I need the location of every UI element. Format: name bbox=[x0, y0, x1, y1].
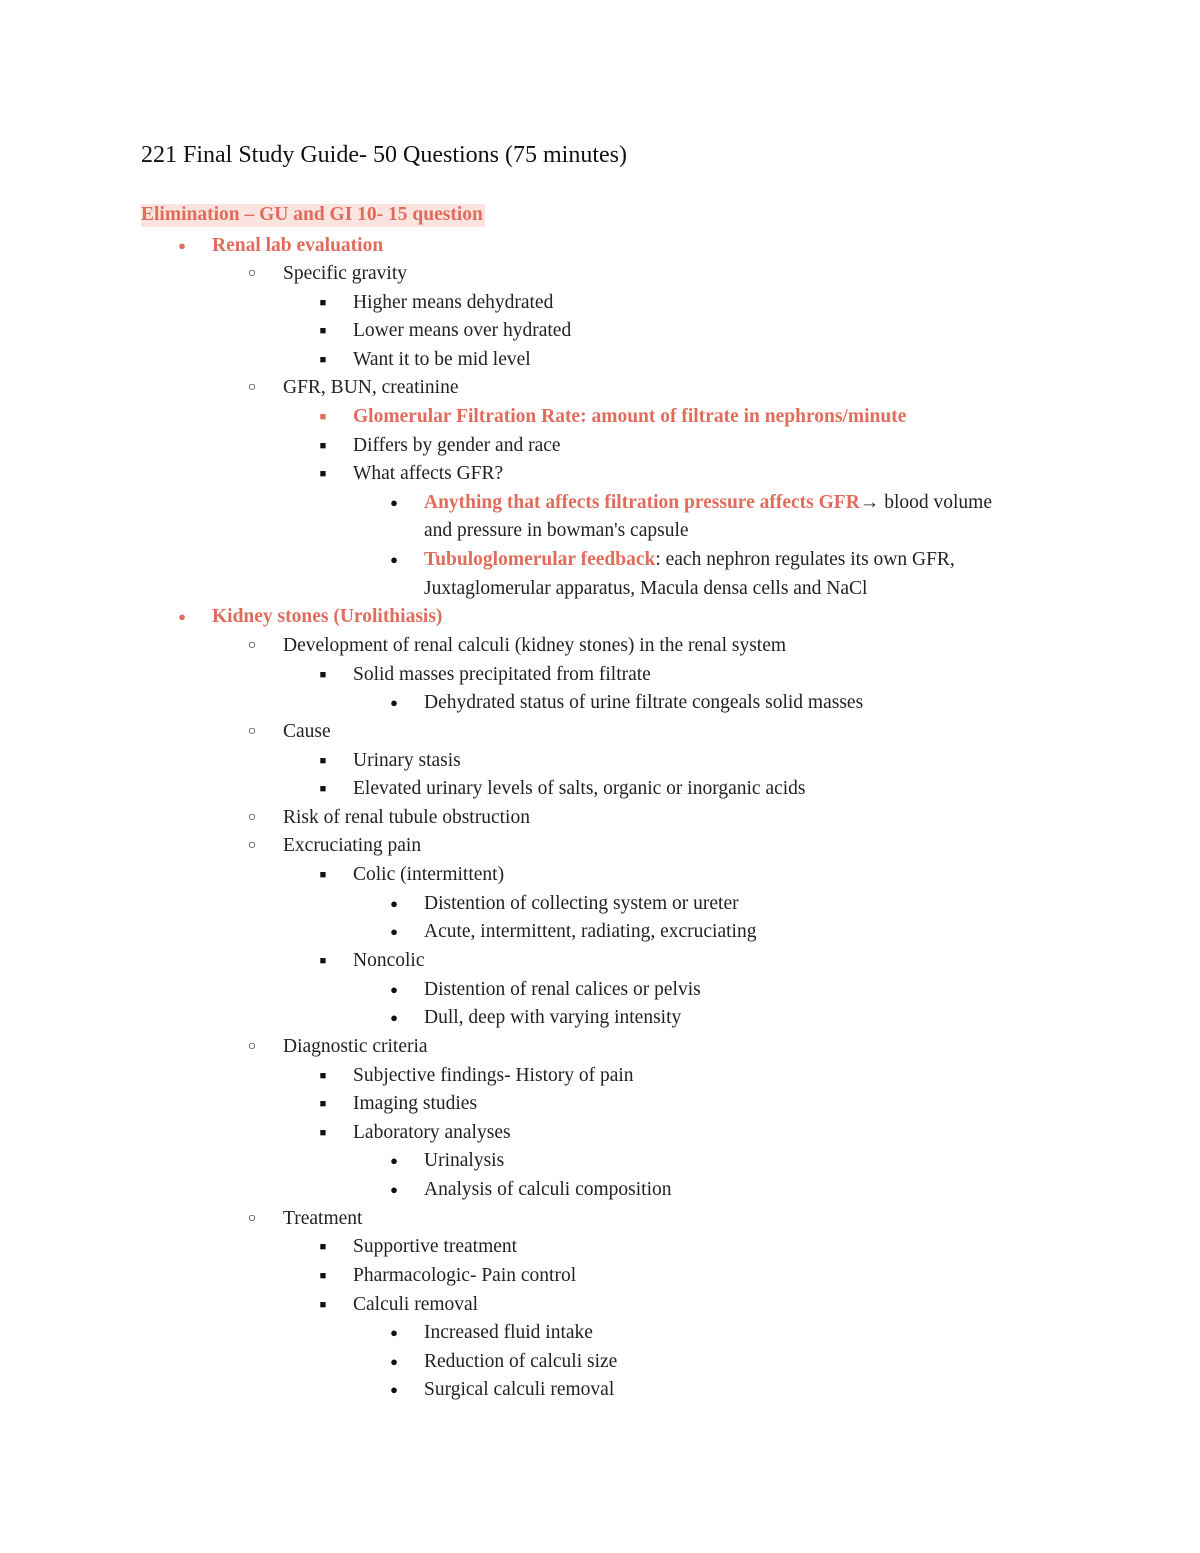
bullet-icon: ● bbox=[178, 609, 186, 624]
square-bullet-icon: ■ bbox=[319, 354, 327, 366]
list-item-level3: Lower means over hydrated bbox=[353, 320, 572, 341]
circle-bullet-icon: ○ bbox=[247, 380, 257, 395]
square-bullet-icon: ■ bbox=[319, 1127, 327, 1139]
list-item-level4 bbox=[424, 548, 955, 572]
list-item-level4 bbox=[424, 491, 992, 515]
list-item-level4: Acute, intermittent, radiating, excruciating bbox=[424, 921, 757, 942]
square-bullet-icon: ■ bbox=[319, 1098, 327, 1110]
list-item-level2: Cause bbox=[283, 721, 331, 742]
circle-bullet-icon: ○ bbox=[247, 266, 257, 281]
highlighted-term: Tubuloglomerular feedback bbox=[424, 549, 656, 570]
bullet-icon: ● bbox=[390, 1153, 398, 1168]
square-bullet-icon: ■ bbox=[319, 297, 327, 309]
list-item-level4: Dull, deep with varying intensity bbox=[424, 1007, 682, 1028]
square-bullet-icon: ■ bbox=[319, 755, 327, 767]
list-item-level1: Kidney stones (Urolithiasis) bbox=[212, 606, 443, 627]
list-item-level2: Diagnostic criteria bbox=[283, 1036, 428, 1057]
item-text: → blood volume bbox=[859, 492, 992, 513]
list-item-level3: Imaging studies bbox=[353, 1093, 478, 1114]
square-bullet-icon: ■ bbox=[319, 1270, 327, 1282]
bullet-icon: ● bbox=[390, 1382, 398, 1397]
list-item-level3: Subjective findings- History of pain bbox=[353, 1065, 634, 1086]
square-bullet-icon: ■ bbox=[319, 1299, 327, 1311]
list-item-level4: Distention of collecting system or ureter bbox=[424, 893, 739, 914]
highlighted-term: Anything that affects filtration pressure affects GFR bbox=[424, 492, 860, 513]
list-item-level3: Elevated urinary levels of salts, organic or inorganic acids bbox=[353, 778, 806, 799]
bullet-icon: ● bbox=[390, 896, 398, 911]
square-bullet-icon: ■ bbox=[319, 1070, 327, 1082]
list-item-level3: Urinary stasis bbox=[353, 750, 461, 771]
circle-bullet-icon: ○ bbox=[247, 1039, 257, 1054]
bullet-icon: ● bbox=[178, 238, 186, 253]
list-item-level4: Analysis of calculi composition bbox=[424, 1179, 672, 1200]
document-title: 221 Final Study Guide- 50 Questions (75 minutes) bbox=[141, 142, 627, 168]
list-item-level1: Renal lab evaluation bbox=[212, 235, 384, 256]
list-item-level2: Excruciating pain bbox=[283, 835, 422, 856]
list-item-level3: Differs by gender and race bbox=[353, 435, 561, 456]
bullet-icon: ● bbox=[390, 552, 398, 567]
list-item-level3: What affects GFR? bbox=[353, 463, 504, 484]
list-item-level4: Urinalysis bbox=[424, 1150, 505, 1171]
circle-bullet-icon: ○ bbox=[247, 724, 257, 739]
circle-bullet-icon: ○ bbox=[247, 838, 257, 853]
square-bullet-icon: ■ bbox=[319, 783, 327, 795]
list-item-level3: Higher means dehydrated bbox=[353, 292, 554, 313]
bullet-icon: ● bbox=[390, 495, 398, 510]
list-item-level4: Reduction of calculi size bbox=[424, 1351, 618, 1372]
list-item-level4: Increased fluid intake bbox=[424, 1322, 593, 1343]
list-item-level3: Pharmacologic- Pain control bbox=[353, 1265, 577, 1286]
list-item-level2: GFR, BUN, creatinine bbox=[283, 377, 459, 398]
square-bullet-icon: ■ bbox=[319, 669, 327, 681]
list-item-level2: Development of renal calculi (kidney stones) in the renal system bbox=[283, 635, 787, 656]
list-item-level2: Specific gravity bbox=[283, 263, 407, 284]
list-item-level3: Solid masses precipitated from filtrate bbox=[353, 664, 651, 685]
bullet-icon: ● bbox=[390, 982, 398, 997]
square-bullet-icon: ■ bbox=[319, 440, 327, 452]
list-item-level3: Glomerular Filtration Rate: amount of filtrate in nephrons/minute bbox=[353, 406, 907, 427]
list-item-level3: Laboratory analyses bbox=[353, 1122, 511, 1143]
list-item-level3: Noncolic bbox=[353, 950, 425, 971]
circle-bullet-icon: ○ bbox=[247, 638, 257, 653]
list-item-level4: Dehydrated status of urine filtrate congeals solid masses bbox=[424, 692, 864, 713]
list-item-level3: Want it to be mid level bbox=[353, 349, 531, 370]
bullet-icon: ● bbox=[390, 1010, 398, 1025]
item-text: : each nephron regulates its own GFR, bbox=[655, 549, 955, 570]
circle-bullet-icon: ○ bbox=[247, 1211, 257, 1226]
bullet-icon: ● bbox=[390, 1182, 398, 1197]
list-item-level2: Treatment bbox=[283, 1208, 363, 1229]
bullet-icon: ● bbox=[390, 924, 398, 939]
square-bullet-icon: ■ bbox=[319, 411, 327, 423]
list-item-level3: Supportive treatment bbox=[353, 1236, 518, 1257]
list-item-continuation: and pressure in bowman's capsule bbox=[424, 520, 689, 541]
list-item-level3: Colic (intermittent) bbox=[353, 864, 505, 885]
section-heading: Elimination – GU and GI 10- 15 question bbox=[141, 204, 483, 225]
list-item-level4: Distention of renal calices or pelvis bbox=[424, 979, 701, 1000]
circle-bullet-icon: ○ bbox=[247, 810, 257, 825]
square-bullet-icon: ■ bbox=[319, 325, 327, 337]
bullet-icon: ● bbox=[390, 695, 398, 710]
square-bullet-icon: ■ bbox=[319, 869, 327, 881]
bullet-icon: ● bbox=[390, 1325, 398, 1340]
square-bullet-icon: ■ bbox=[319, 955, 327, 967]
square-bullet-icon: ■ bbox=[319, 1241, 327, 1253]
bullet-icon: ● bbox=[390, 1354, 398, 1369]
list-item-level2: Risk of renal tubule obstruction bbox=[283, 807, 530, 828]
square-bullet-icon: ■ bbox=[319, 468, 327, 480]
list-item-level4: Surgical calculi removal bbox=[424, 1379, 615, 1400]
list-item-continuation: Juxtaglomerular apparatus, Macula densa cells and NaCl bbox=[424, 578, 868, 599]
list-item-level3: Calculi removal bbox=[353, 1294, 479, 1315]
